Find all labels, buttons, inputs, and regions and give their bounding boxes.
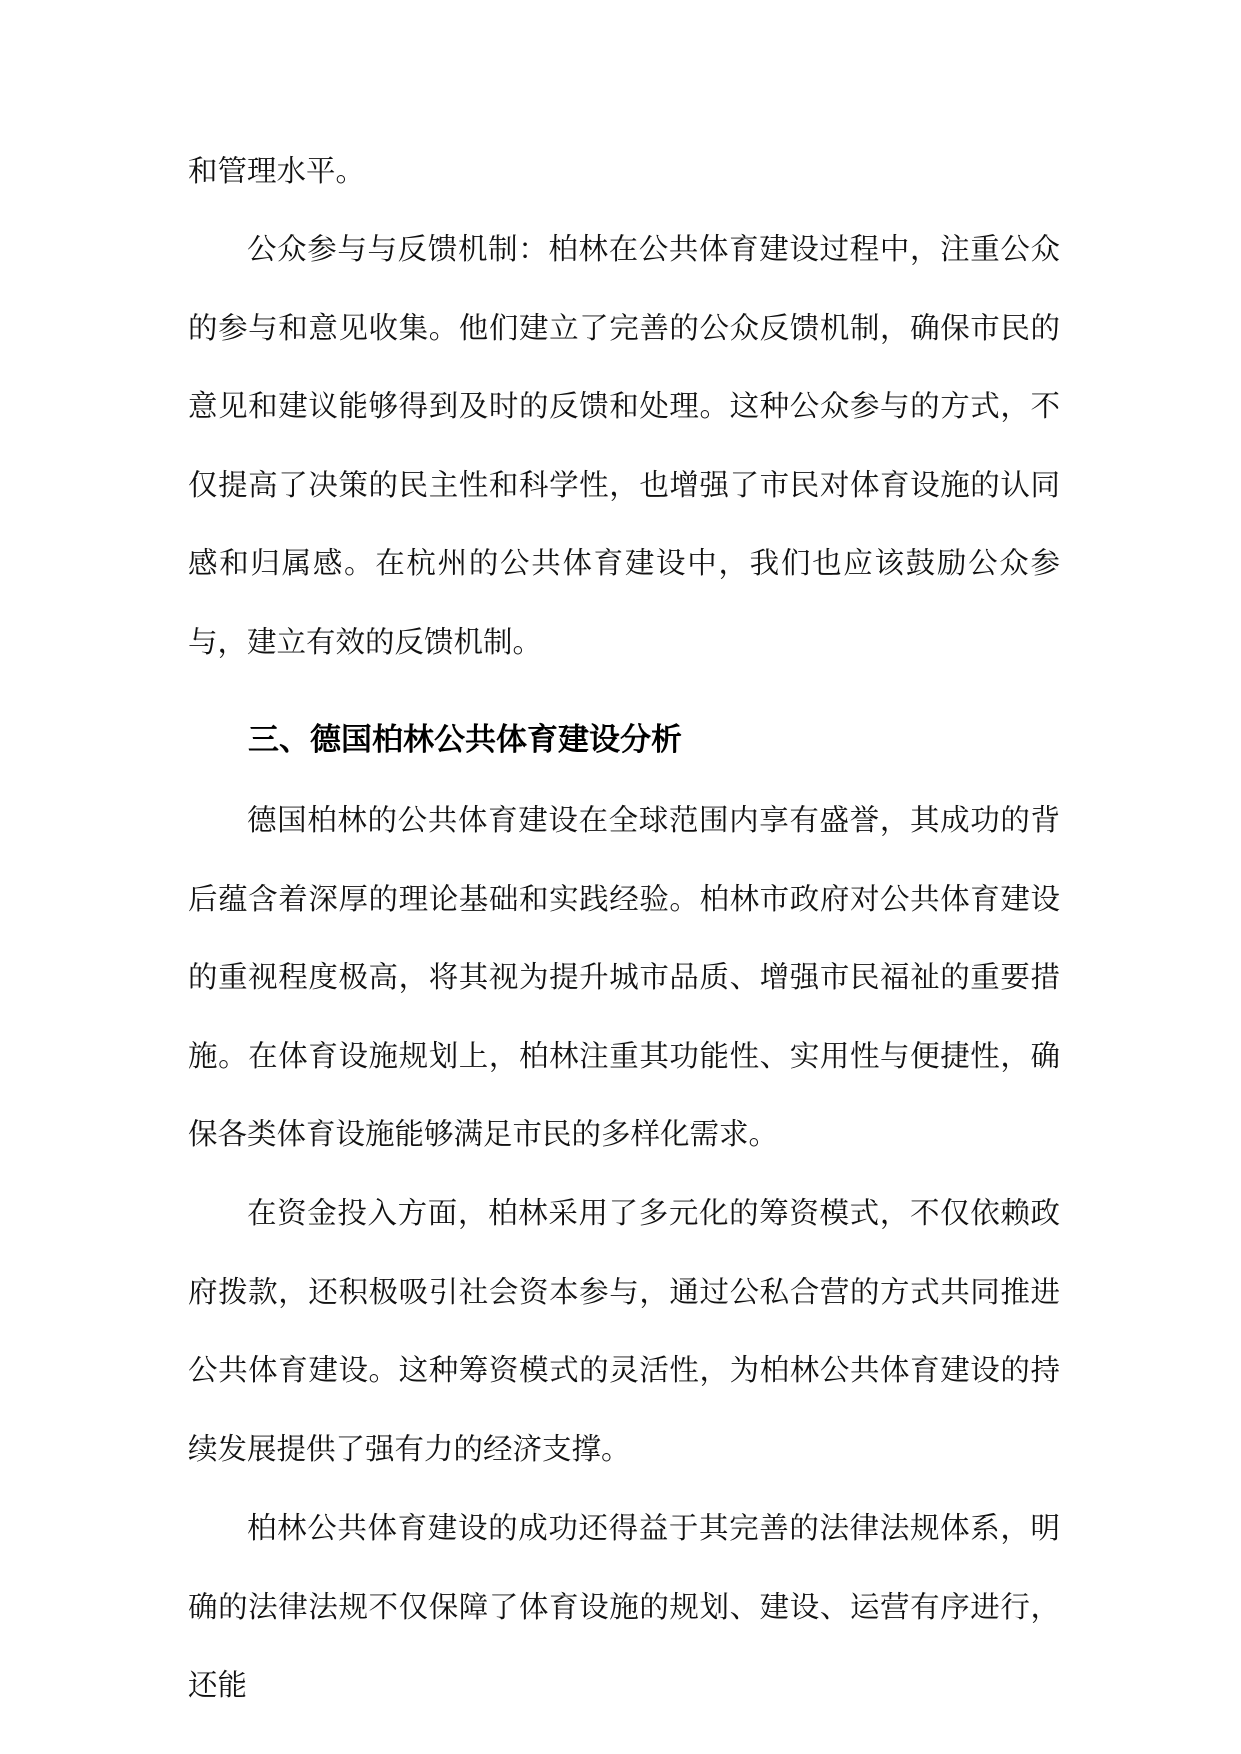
paragraph-funding: 在资金投入方面，柏林采用了多元化的筹资模式，不仅依赖政府拨款，还积极吸引社会资本参与，通过公私合营的方式共同推进公共体育建设。这种筹资模式的灵活性，为柏林公共体育建设的持续发展提供了强有力的经济支撑。 [188,1196,1060,1466]
paragraph-legal-framework: 柏林公共体育建设的成功还得益于其完善的法律法规体系，明确的法律法规不仅保障了体育设施的规划、建设、运营有序进行，还能 [188,1511,1060,1702]
paragraph-public-participation: 公众参与与反馈机制：柏林在公共体育建设过程中，注重公众的参与和意见收集。他们建立了完善的公众反馈机制，确保市民的意见和建议能够得到及时的反馈和处理。这种公众参与的方式，不仅提高了决策的民主性和科学性，也增强了市民对体育设施的认同感和归属感。在杭州的公共体育建设中，我们也应该鼓励公众参与，建立有效的反馈机制。 [188,232,1060,659]
section-heading: 三、德国柏林公共体育建设分析 [248,722,682,758]
paragraph-continuation: 和管理水平。 [188,154,366,188]
document-page [188,0,1060,1754]
paragraph-berlin-overview: 德国柏林的公共体育建设在全球范围内享有盛誉，其成功的背后蕴含着深厚的理论基础和实践经验。柏林市政府对公共体育建设的重视程度极高，将其视为提升城市品质、增强市民福祉的重要措施。在体育设施规划上，柏林注重其功能性、实用性与便捷性，确保各类体育设施能够满足市民的多样化需求。 [188,803,1060,1151]
